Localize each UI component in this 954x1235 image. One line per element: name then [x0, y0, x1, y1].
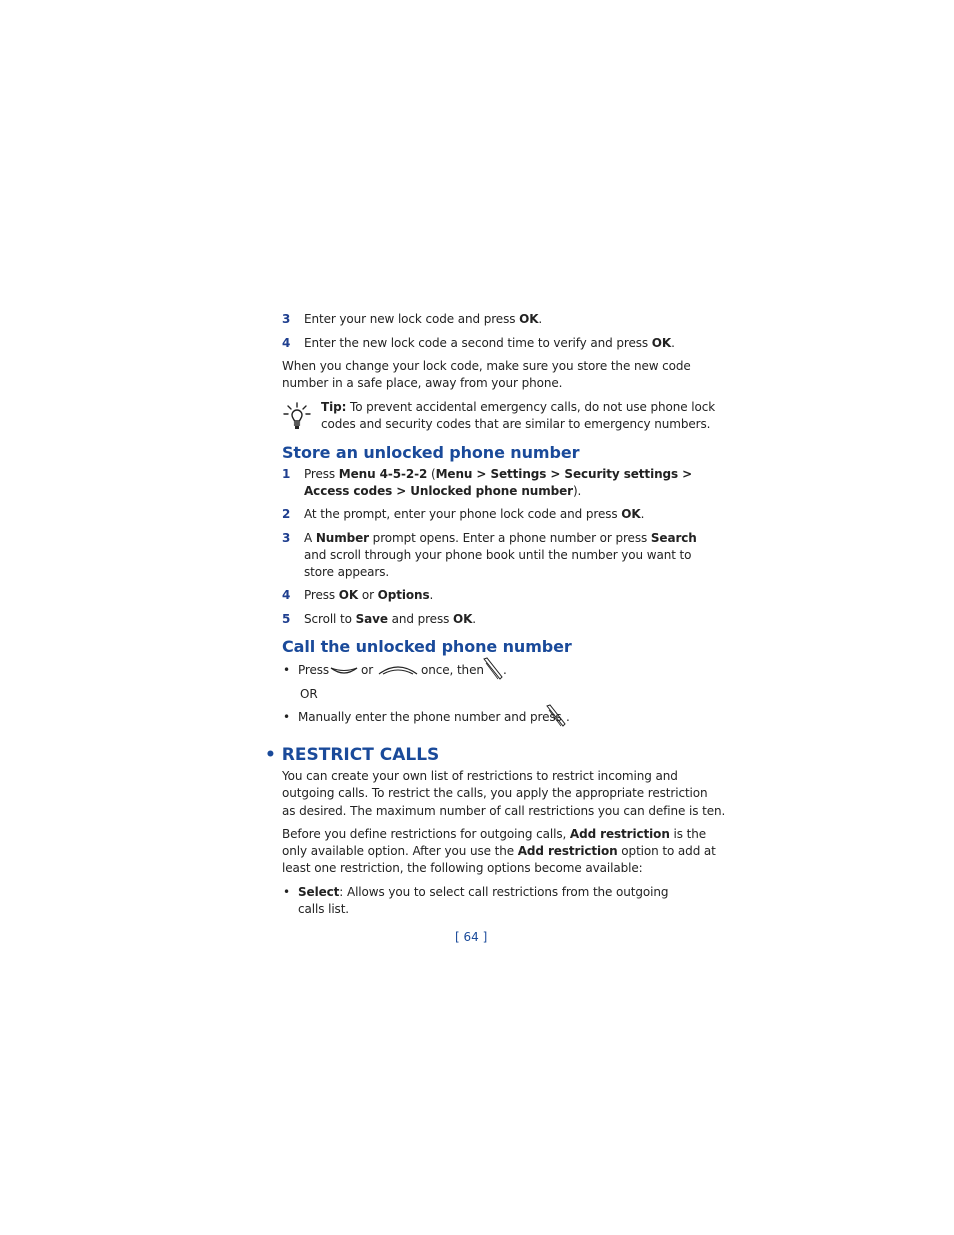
step-number: 5: [282, 612, 291, 626]
step-number: 4: [282, 588, 291, 602]
step-text: Enter the new lock code a second time to verify and press OK.: [304, 336, 675, 350]
bullet-text: calls list.: [298, 902, 350, 916]
step-text: Press Menu 4-5-2-2 (Menu > Settings > Security settings >: [304, 467, 693, 481]
step-text: A Number prompt opens. Enter a phone number or press Search: [304, 531, 697, 545]
talk-key-icon: [482, 657, 504, 683]
step-text: and scroll through your phone book until the number you want to: [304, 548, 692, 562]
bullet: •: [283, 885, 291, 899]
step-text: store appears.: [304, 565, 390, 579]
paragraph-line: as desired. The maximum number of call restrictions you can define is ten.: [282, 804, 726, 818]
step-text: Press OK or Options.: [304, 588, 434, 602]
paragraph-line: least one restriction, the following options become available:: [282, 861, 643, 875]
tip-text: codes and security codes that are similar to emergency numbers.: [321, 417, 711, 431]
step-number: 1: [282, 467, 291, 481]
step-number: 4: [282, 336, 291, 350]
paragraph-line: Before you define restrictions for outgoing calls, Add restriction is the: [282, 827, 706, 841]
step-text: Access codes > Unlocked phone number).: [304, 484, 582, 498]
chapter-heading: • RESTRICT CALLS: [265, 745, 440, 765]
paragraph-line: outgoing calls. To restrict the calls, you apply the appropriate restriction: [282, 786, 708, 800]
bullet-text: Press: [298, 663, 330, 677]
talk-key-icon: [545, 704, 567, 730]
paragraph-line: You can create your own list of restrictions to restrict incoming and: [282, 769, 678, 783]
bullet: •: [283, 663, 291, 677]
bullet-text: .: [566, 710, 570, 724]
section-heading: Call the unlocked phone number: [282, 637, 572, 656]
step-number: 3: [282, 531, 291, 545]
section-heading: Store an unlocked phone number: [282, 443, 580, 462]
scroll-up-key-icon: [377, 662, 419, 678]
step-number: 3: [282, 312, 291, 326]
step-text: At the prompt, enter your phone lock code and press OK.: [304, 507, 645, 521]
page-number: [ 64 ]: [455, 930, 488, 944]
step-text: Enter your new lock code and press OK.: [304, 312, 543, 326]
paragraph-line: only available option. After you use the Add restriction option to add at: [282, 844, 716, 858]
or-text: OR: [300, 687, 318, 701]
tip-text: Tip: To prevent accidental emergency calls, do not use phone lock: [321, 400, 716, 414]
tip-lightbulb-icon: [283, 402, 311, 430]
step-text: Scroll to Save and press OK.: [304, 612, 477, 626]
bullet-text: .: [503, 663, 507, 677]
bullet-text: Manually enter the phone number and press: [298, 710, 562, 724]
step-number: 2: [282, 507, 291, 521]
paragraph-line: When you change your lock code, make sure you store the new code: [282, 359, 691, 373]
scroll-down-key-icon: [329, 664, 359, 678]
paragraph-line: number in a safe place, away from your phone.: [282, 376, 563, 390]
bullet-text: once, then: [421, 663, 484, 677]
bullet: •: [283, 710, 291, 724]
bullet-text: or: [361, 663, 374, 677]
bullet-text: Select: Allows you to select call restrictions from the outgoing: [298, 885, 669, 899]
